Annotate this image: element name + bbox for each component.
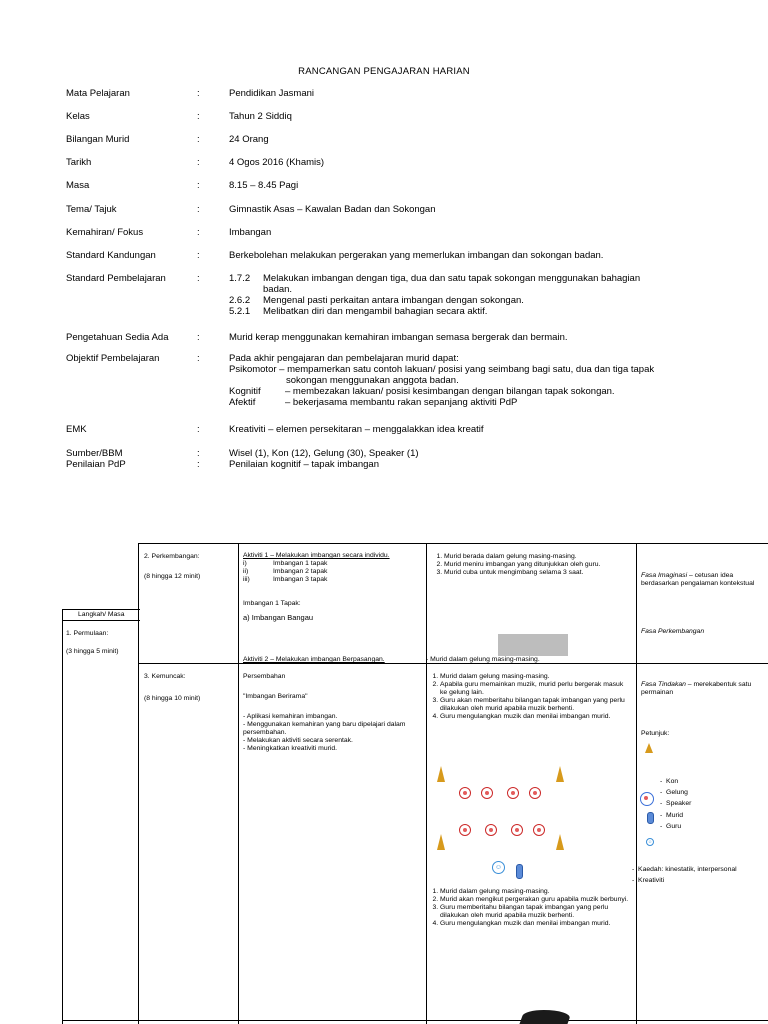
cone-icon [645, 743, 653, 753]
kemuncak-time: (8 hingga 10 minit) [144, 695, 201, 702]
permulaan-time: (3 hingga 5 minit) [66, 648, 119, 655]
hoop-icon [507, 787, 519, 799]
value-tarikh: 4 Ogos 2016 (Khamis) [229, 157, 325, 168]
colon: : [197, 204, 200, 215]
value-sp: 1.7.2 Melakukan imbangan dengan tiga, dua dan satu tapak sokongan menggunakan bahagian badan. 2.6.2 Mengenal pasti perkaitan antara imbangan dengan sokongan. 5.2.1 Melibatkan diri dan mengambil bahagian secara aktif. [229, 273, 641, 317]
label-objektif: Objektif Pembelajaran [66, 353, 160, 364]
perkembangan-label: 2. Perkembangan: [144, 553, 200, 560]
persembahan-block: Persembahan "Imbangan Berirama" - Aplikasi kemahiran imbangan. - Menggunakan kemahiran yang baru dipelajari dalam persembahan. - Melakukan aktiviti secara serentak. - Meningkatkan kreativiti murid. [243, 673, 423, 753]
kaedah-3: 1. Murid dalam gelung masing-masing. 2. Murid akan mengikut pergerakan guru apabila muzik berbunyi. 3. Guru memberitahu bilangan tapak imbangan yang perlu dilakukan oleh murid apabila muzik berhenti. 4. Guru mengulangkan muzik dan menilai imbangan murid. [426, 888, 632, 928]
table-header-langkah: Langkah/ Masa [78, 611, 125, 618]
colon: : [197, 459, 200, 470]
table-border [138, 543, 768, 544]
value-kemahiran: Imbangan [229, 227, 272, 238]
kemuncak-label: 3. Kemuncak: [144, 673, 186, 680]
legend-speaker: - Speaker [660, 800, 692, 807]
colon: : [197, 332, 200, 343]
value-penilaian: Penilaian kognitif – tapak imbangan [229, 459, 379, 470]
colon: : [197, 134, 200, 145]
label-emk: EMK [66, 424, 87, 435]
legend-kon: - Kon [660, 778, 679, 785]
perkembangan-time: (8 hingga 12 minit) [144, 573, 201, 580]
hoop-icon [640, 792, 654, 806]
label-kelas: Kelas [66, 111, 90, 122]
colon: : [197, 273, 200, 284]
table-border [62, 620, 140, 621]
colon: : [197, 227, 200, 238]
label-psa: Pengetahuan Sedia Ada [66, 332, 169, 343]
label-tema: Tema/ Tajuk [66, 204, 117, 215]
kaedah-note: - Kaedah: kinestatik, interpersonal [632, 866, 737, 873]
kaedah-1: 1. Murid berada dalam gelung masing-masing. 2. Murid meniru imbangan yang ditunjukkan oleh guru. 3. Murid cuba untuk mengimbang selama 3 saat. [430, 553, 630, 577]
label-penilaian: Penilaian PdP [66, 459, 126, 470]
label-mata: Mata Pelajaran [66, 88, 130, 99]
value-tema: Gimnastik Asas – Kawalan Badan dan Sokongan [229, 204, 436, 215]
hoop-icon [529, 787, 541, 799]
cone-icon [437, 766, 445, 782]
hoop-icon [511, 824, 523, 836]
cone-icon [556, 834, 564, 850]
label-tarikh: Tarikh [66, 157, 92, 168]
catatan-fasa-imaginasi: Fasa Imaginasi – cetusan idea berdasarkan pengalaman kontekstual [641, 572, 755, 587]
hoop-icon [533, 824, 545, 836]
speaker-icon [516, 864, 523, 879]
teacher-icon: ☺ [492, 861, 505, 874]
aktiviti-2: Aktiviti 2 – Melakukan imbangan Berpasangan. [243, 656, 385, 663]
label-sumber: Sumber/BBM [66, 448, 123, 459]
colon: : [197, 157, 200, 168]
aktiviti-1: Aktiviti 1 – Melakukan imbangan secara individu. i) Imbangan 1 tapak ii) Imbangan 2 tapak iii) Imbangan 3 tapak Imbangan 1 Tapak: a) Imbangan Bangau [243, 552, 390, 622]
value-mata: Pendidikan Jasmani [229, 88, 315, 99]
legend-murid: - Murid [660, 812, 684, 819]
value-sk: Berkebolehan melakukan pergerakan yang memerlukan imbangan dan sokongan badan. [229, 250, 604, 261]
table-border [62, 609, 63, 1024]
activity-photo [498, 634, 568, 656]
colon: : [197, 424, 200, 435]
value-objektif: Pada akhir pengajaran dan pembelajaran murid dapat: Psikomotor – mempamerkan satu contoh lakuan/ posisi yang seimbang bagi satu, dua dan tiga tapak sokongan menggunakan anggota badan. Kognitif – membezakan lakuan/ posisi kesimbangan dengan bilangan tapak sokongan. Afektif – bekerjasama membantu rakan sepanjang aktiviti PdP [229, 353, 655, 408]
table-border [426, 543, 427, 1024]
colon: : [197, 180, 200, 191]
colon: : [197, 88, 200, 99]
value-emk: Kreativiti – elemen persekitaran – menggalakkan idea kreatif [229, 424, 484, 435]
label-sp: Standard Pembelajaran [66, 273, 166, 284]
value-sumber: Wisel (1), Kon (12), Gelung (30), Speaker (1) [229, 448, 419, 459]
table-border [62, 1020, 768, 1021]
cone-icon [437, 834, 445, 850]
value-bilangan: 24 Orang [229, 134, 269, 145]
colon: : [197, 250, 200, 261]
kaedah-1-extra: - Murid dalam gelung masing-masing. [426, 656, 540, 663]
cone-icon [556, 766, 564, 782]
hoop-icon [459, 824, 471, 836]
label-bilangan: Bilangan Murid [66, 134, 130, 145]
value-psa: Murid kerap menggunakan kemahiran imbangan semasa bergerak dan bermain. [229, 332, 568, 343]
table-border [62, 609, 140, 610]
colon: : [197, 353, 200, 364]
label-masa: Masa [66, 180, 90, 191]
figure-silhouette [519, 1010, 572, 1024]
colon: : [197, 448, 200, 459]
table-border [636, 543, 637, 1024]
petunjuk-label: Petunjuk: [641, 730, 670, 737]
colon: : [197, 111, 200, 122]
speaker-icon [647, 812, 654, 824]
value-masa: 8.15 – 8.45 Pagi [229, 180, 299, 191]
permulaan-label: 1. Permulaan: [66, 630, 109, 637]
table-border [238, 543, 239, 1024]
hoop-icon [481, 787, 493, 799]
value-kelas: Tahun 2 Siddiq [229, 111, 292, 122]
catatan-fasa-tindakan: Fasa Tindakan – merekabentuk satu permainan [641, 681, 752, 696]
legend-guru: - Guru [660, 823, 682, 830]
kaedah-2: 1. Murid dalam gelung masing-masing. 2. Apabila guru memainkan muzik, murid perlu bergerak masuk ke gelung lain. 3. Guru akan memberitahu bilangan tapak imbangan yang perlu dilakukan oleh murid apabila muzik berhenti. 4. Guru mengulangkan muzik dan menilai imbangan murid. [426, 673, 632, 721]
catatan-fasa-perkembangan: Fasa Perkembangan [641, 628, 705, 635]
label-kemahiran: Kemahiran/ Fokus [66, 227, 144, 238]
table-border [138, 543, 139, 1024]
kreativiti-note: - Kreativiti [632, 877, 665, 884]
teacher-icon: ☺ [647, 839, 653, 844]
hoop-icon [485, 824, 497, 836]
label-sk: Standard Kandungan [66, 250, 156, 261]
page-title: RANCANGAN PENGAJARAN HARIAN [298, 66, 470, 77]
hoop-icon [459, 787, 471, 799]
legend-gelung: - Gelung [660, 789, 688, 796]
